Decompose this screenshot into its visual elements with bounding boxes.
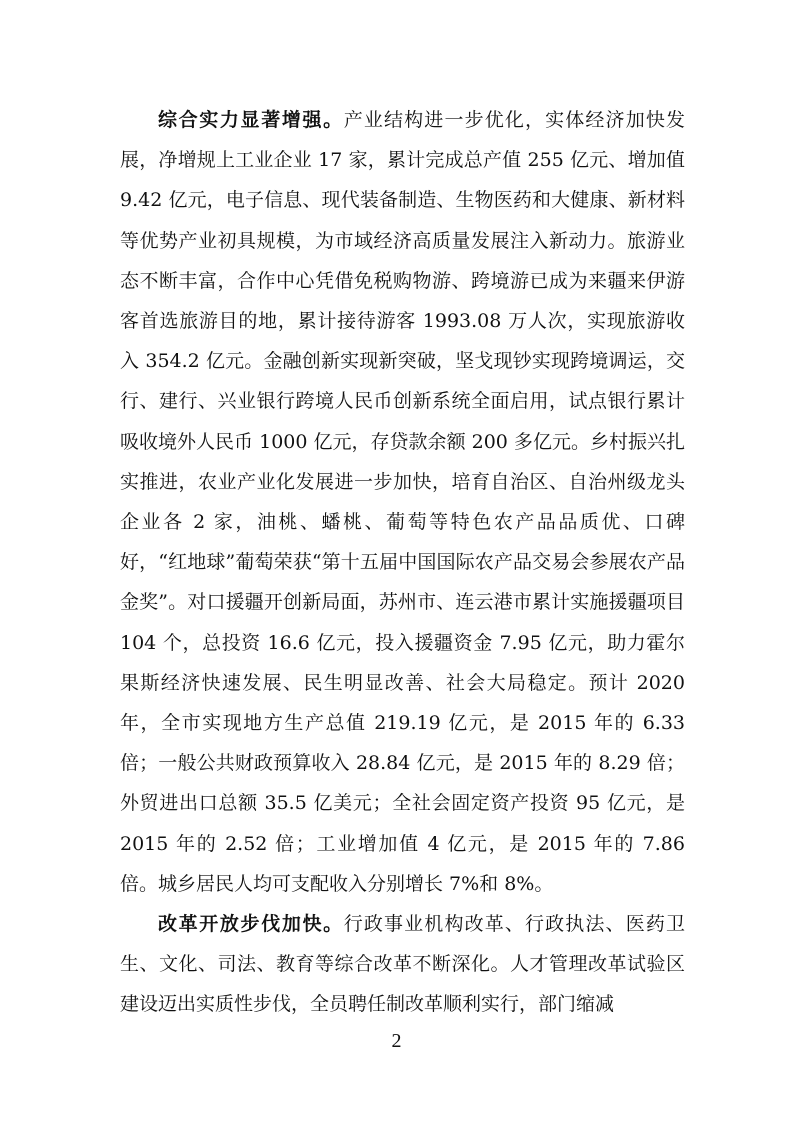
paragraph-text: 产业结构进一步优化，实体经济加快发展，净增规上工业企业 17 家，累计完成总产值 255 亿元、增加值 9.42 亿元，电子信息、现代装备制造、生物医药和大健康、新材料等优势产业初具规模，为市域经济高质量发展注入新动力。旅游业态不断丰富，合作中心凭借免税购物游、跨境游已成为来疆来伊游客首选旅游目的地，累计接待游客 1993.08 万人次，实现旅游收入 354.2 亿元。金融创新实现新突破，坚戈现钞实现跨境调运，交行、建行、兴业银行跨境人民币创新系统全面启用，试点银行累计吸收境外人民币 1000 亿元，存贷款余额 200 多亿元。乡村振兴扎实推进，农业产业化发展进一步加快，培育自治区、自治州级龙头企业各 2 家，油桃、蟠桃、葡萄等特色农产品品质优、口碑好，“红地球”葡萄荣获“第十五届中国国际农产品交易会参展农产品金奖”。对口援疆开创新局面，苏州市、连云港市累计实施援疆项目 104 个，总投资 16.6 亿元，投入援疆资金 7.95 亿元，助力霍尔果斯经济快速发展、民生明显改善、社会大局稳定。预计 2020 年，全市实现地方生产总值 219.19 亿元，是 2015 年的 6.33 倍；一般公共财政预算收入 28.84 亿元，是 2015 年的 8.29 倍；外贸进出口总额 35.5 亿美元；全社会固定资产投资 95 亿元，是 2015 年的 2.52 倍；工业增加值 4 亿元，是 2015 年的 7.86 倍。城乡居民人均可支配收入分别增长 7%和 8%。	[120, 109, 685, 895]
page-number: 2	[391, 1030, 402, 1052]
paragraph-reform-opening	[120, 904, 685, 1025]
paragraph-heading: 综合实力显著增强。	[158, 109, 344, 131]
paragraph-text: 行政事业机构改革、行政执法、医药卫生、文化、司法、教育等综合改革不断深化。人才管理改革试验区建设迈出实质性步伐，全员聘任制改革顺利实行，部门缩减	[120, 913, 685, 1016]
body-text	[120, 100, 685, 1025]
paragraph-heading: 改革开放步伐加快。	[158, 913, 344, 936]
paragraph-overall-strength	[120, 100, 685, 904]
